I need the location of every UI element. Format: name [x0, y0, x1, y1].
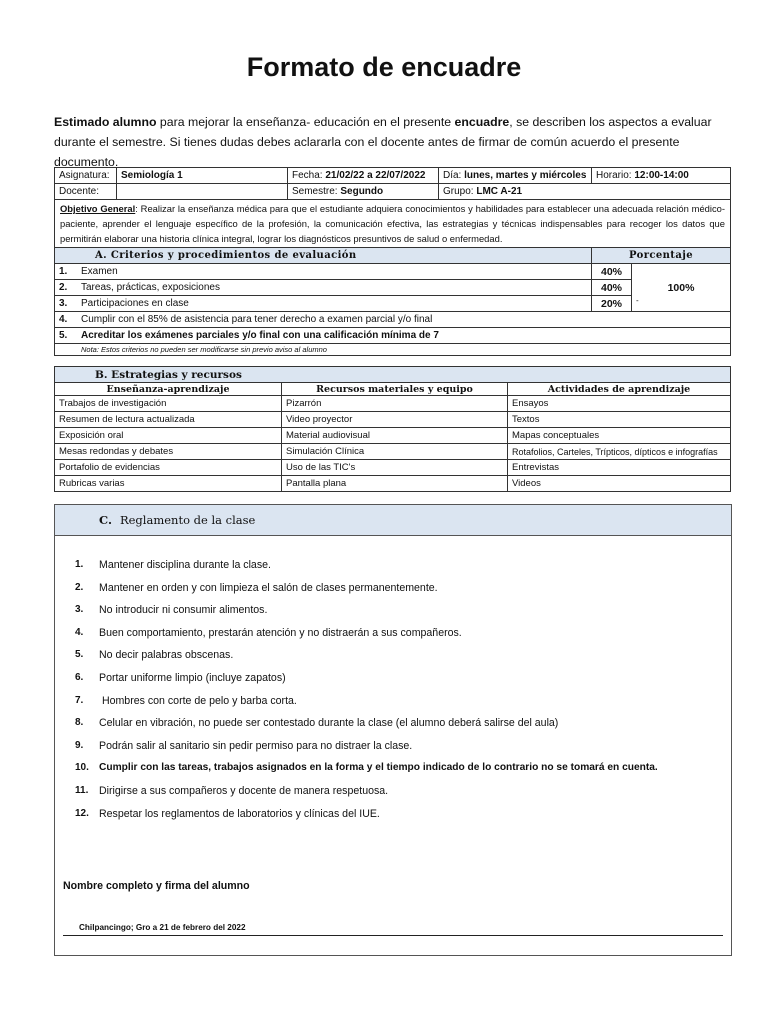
table-cell: Ensayos: [508, 396, 731, 412]
criteria-row: [55, 296, 731, 312]
criteria-row: [55, 328, 731, 344]
place-date: Chilpancingo; Gro a 21 de febrero del 2022: [79, 923, 246, 932]
list-item: 4. Buen comportamiento, prestarán atención y no distraerán a sus compañeros.: [75, 626, 462, 639]
table-cell: Entrevistas: [508, 460, 731, 476]
intro-paragraph: [54, 112, 722, 172]
table-row: [55, 476, 731, 492]
table-cell: Material audiovisual: [282, 428, 508, 444]
intro-text-2: , se describen los aspectos a evaluar durante el semestre. Si tienes dudas debes aclararla con el docente antes de firmar de común acuerdo el presente documento.: [54, 115, 712, 169]
list-item: 6. Portar uniforme limpio (incluye zapatos): [75, 671, 286, 684]
section-c-box: [54, 504, 732, 956]
intro-bold-encuadre: encuadre: [454, 115, 510, 129]
horario-cell: Horario: 12:00-14:00: [592, 168, 731, 184]
section-c-letter: C.: [99, 513, 112, 527]
criteria-text: 5. Acreditar los exámenes parciales y/o final con una calificación mínima de 7: [55, 328, 731, 344]
table-row: [55, 412, 731, 428]
dia-cell: Día: lunes, martes y miércoles: [439, 168, 592, 184]
table-cell: Portafolio de evidencias: [55, 460, 282, 476]
document-title: Formato de encuadre: [246, 52, 522, 82]
docente-label: Docente:: [55, 184, 117, 200]
column-header: Recursos materiales y equipo: [282, 383, 508, 396]
table-cell: Trabajos de investigación: [55, 396, 282, 412]
list-item: 3. No introducir ni consumir alimentos.: [75, 604, 268, 617]
criteria-text: 4. Cumplir con el 85% de asistencia para tener derecho a examen parcial y/o final: [55, 312, 731, 328]
objetivo-general: [55, 200, 731, 248]
section-b-header: [55, 367, 731, 383]
grupo-cell: Grupo: LMC A-21: [439, 184, 731, 200]
criteria-text: 3. Participaciones en clase: [55, 296, 592, 312]
list-item: 12. Respetar los reglamentos de laboratorios y clínicas del IUE.: [75, 807, 380, 820]
info-row-1: [55, 168, 731, 184]
table-cell: Resumen de lectura actualizada: [55, 412, 282, 428]
section-a-title: A. Criterios y procedimientos de evaluación: [55, 248, 592, 264]
percent-header: Porcentaje: [592, 248, 731, 264]
table-cell: Rubricas varias: [55, 476, 282, 492]
table-cell: Rotafolios, Carteles, Trípticos, dípticos e infografías: [508, 444, 731, 460]
evaluation-table: [54, 167, 731, 356]
signature-line: [63, 935, 723, 936]
intro-text-1: para mejorar la enseñanza- educación en el presente: [156, 115, 455, 129]
table-cell: Exposición oral: [55, 428, 282, 444]
asignatura-value: Semiología 1: [117, 168, 288, 184]
table-cell: Mapas conceptuales: [508, 428, 731, 444]
criteria-percent: 40%: [592, 280, 632, 296]
table-cell: Pantalla plana: [282, 476, 508, 492]
column-header: Actividades de aprendizaje: [508, 383, 731, 396]
intro-bold-greeting: Estimado alumno: [54, 115, 157, 129]
criteria-percent: 40%: [592, 264, 632, 280]
criteria-row: [55, 264, 731, 280]
table-row: [55, 428, 731, 444]
strategies-table: [54, 366, 731, 492]
section-c-title: Reglamento de la clase: [119, 513, 256, 527]
table-row: [55, 460, 731, 476]
table-cell: Mesas redondas y debates: [55, 444, 282, 460]
objetivo-text: : Realizar la enseñanza médica para que el estudiante adquiera conocimientos y habilidades para establecer una adecuada relación médico-paciente, aprender el lenguaje específico de la profesión, la comunicación efectiva, las estrategias y técnicas indispensables para recoger los datos que permitirán elaborar una historia clínica integral, lograr los diagnósticos presuntivos de salud o enfermedad.: [60, 203, 725, 244]
section-a-header: [55, 248, 731, 264]
docente-value: [117, 184, 288, 200]
list-item: 1. Mantener disciplina durante la clase.: [75, 559, 271, 571]
criteria-row: [55, 312, 731, 328]
semestre-cell: Semestre: Segundo: [288, 184, 439, 200]
table-cell: Pizarrón: [282, 396, 508, 412]
table-row: [55, 444, 731, 460]
total-percent: 100% -: [632, 264, 731, 312]
list-item: 5. No decir palabras obscenas.: [75, 649, 234, 662]
list-item: 7. Hombres con corte de pelo y barba corta.: [75, 694, 297, 707]
criteria-text: 1. Examen: [55, 264, 592, 280]
table-cell: Video proyector: [282, 412, 508, 428]
table-cell: Uso de las TIC's: [282, 460, 508, 476]
list-item: 2. Mantener en orden y con limpieza el salón de clases permanentemente.: [75, 581, 438, 594]
list-item: 9. Podrán salir al sanitario sin pedir permiso para no distraer la clase.: [75, 739, 413, 752]
objetivo-label: Objetivo General: [60, 203, 136, 214]
criteria-text: 2. Tareas, prácticas, exposiciones: [55, 280, 592, 296]
list-item: 10. Cumplir con las tareas, trabajos asignados en la forma y el tiempo indicado de lo contrario no se tomará en cuenta.: [75, 762, 658, 774]
table-cell: Videos: [508, 476, 731, 492]
list-item: 11. Dirigirse a sus compañeros y docente de manera respetuosa.: [75, 784, 389, 797]
asignatura-label: Asignatura:: [55, 168, 117, 184]
criteria-note: Nota: Estos criterios no pueden ser modificarse sin previo aviso al alumno: [55, 344, 731, 356]
list-item: 8. Celular en vibración, no puede ser contestado durante la clase (el alumno deberá salirse del aula): [75, 717, 559, 730]
info-row-2: [55, 184, 731, 200]
note-row: [55, 344, 731, 356]
table-cell: Textos: [508, 412, 731, 428]
strategies-column-headers: [55, 383, 731, 396]
signature-label: Nombre completo y firma del alumno: [63, 880, 250, 892]
section-c-header: [55, 505, 731, 536]
rules-list: [75, 559, 658, 830]
objetivo-row: [55, 200, 731, 248]
column-header: Enseñanza-aprendizaje: [55, 383, 282, 396]
table-cell: Simulación Clínica: [282, 444, 508, 460]
criteria-percent: 20%: [592, 296, 632, 312]
criteria-row: [55, 280, 731, 296]
section-b-title: B. Estrategias y recursos: [55, 367, 731, 383]
table-row: [55, 396, 731, 412]
fecha-cell: Fecha: 21/02/22 a 22/07/2022: [288, 168, 439, 184]
